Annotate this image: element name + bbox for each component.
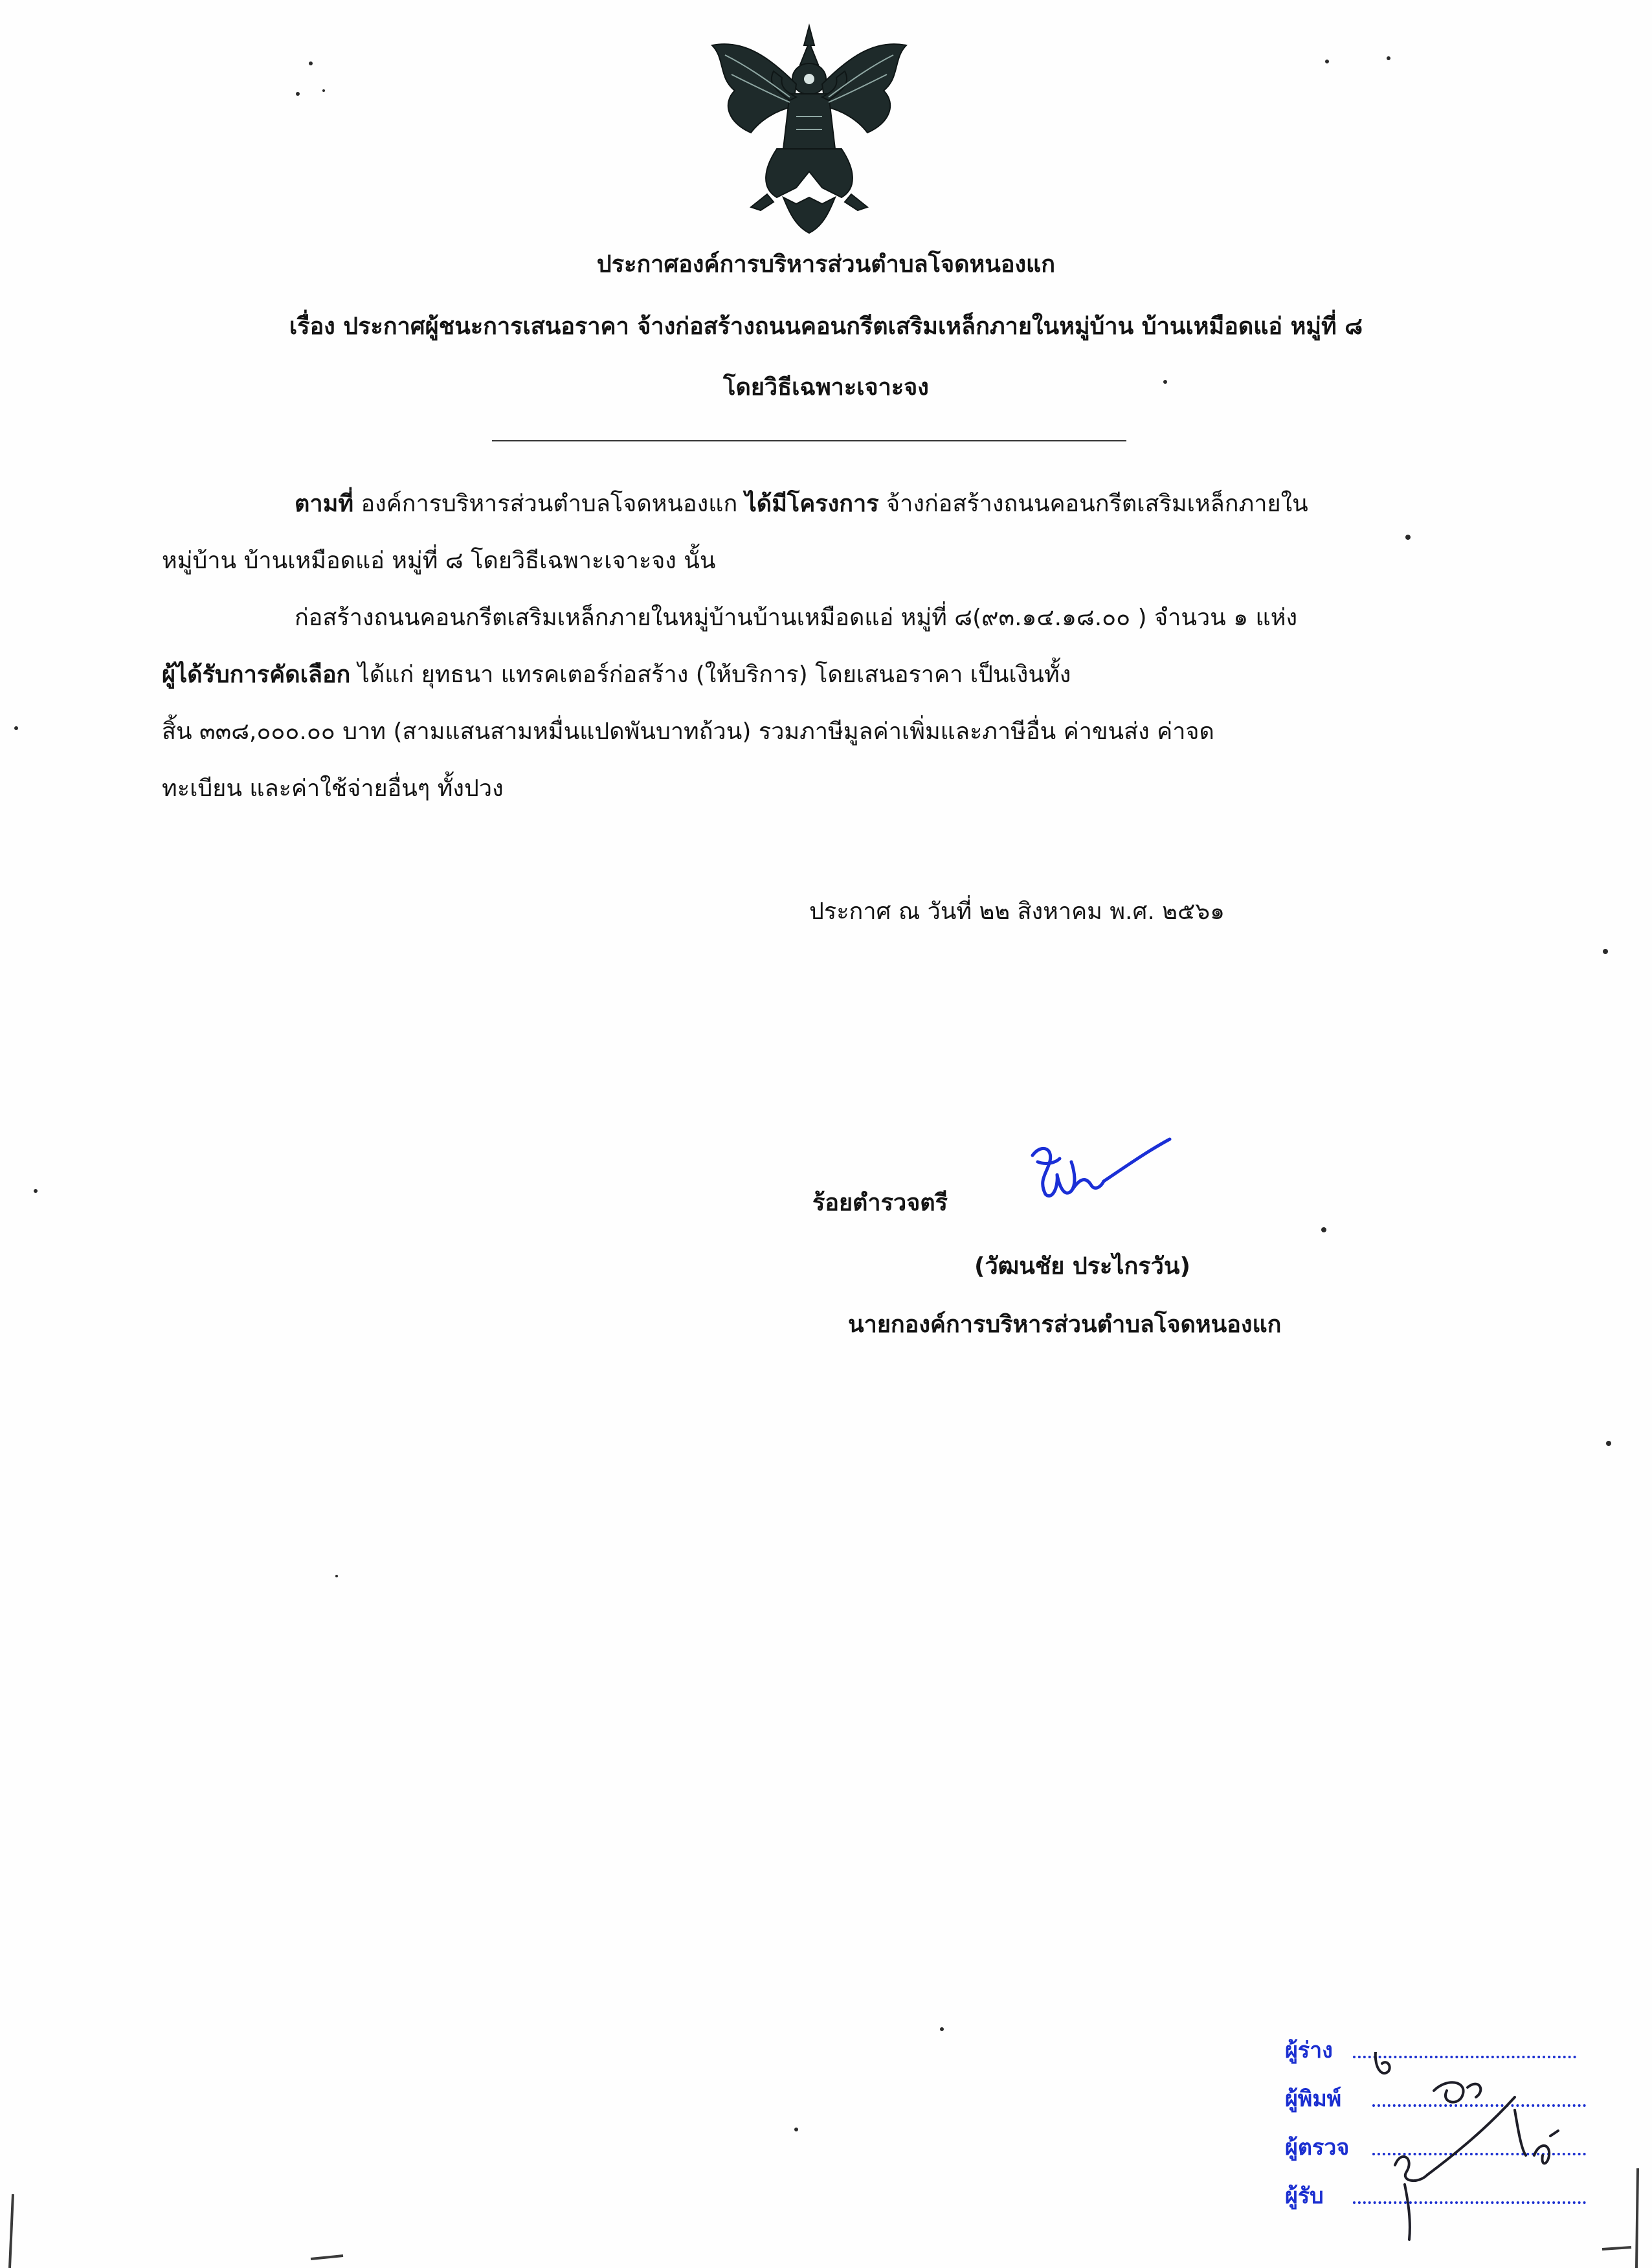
winner-details: ได้แก่ ยุทธนา แทรคเตอร์ก่อสร้าง (ให้บริการ) โดยเสนอราคา เป็นเงินทั้ง: [350, 662, 1071, 688]
announcement-date: ประกาศ ณ วันที่ ๒๒ สิงหาคม พ.ศ. ๒๕๖๑: [809, 898, 1225, 925]
signer-position: นายกองค์การบริหารส่วนตำบลโจดหนองแก: [848, 1311, 1282, 1338]
lead-word: ตามที่: [295, 491, 354, 517]
paragraph-2-line-3: สิ้น ๓๓๘,๐๐๐.๐๐ บาท (สามแสนสามหมื่นแปดพันบาทถ้วน) รวมภาษีมูลค่าเพิ่มและภาษีอื่น ค่าขนส่ง ค่าจด: [162, 718, 1214, 745]
paragraph-2-line-1: ก่อสร้างถนนคอนกรีตเสริมเหล็กภายในหมู่บ้านบ้านเหมือดแอ่ หมู่ที่ ๘(๙๓.๑๔.๑๘.๐๐ ) จำนวน ๑ แห่ง: [295, 605, 1298, 631]
project-description: จ้างก่อสร้างถนนคอนกรีตเสริมเหล็กภายใน: [878, 491, 1308, 517]
routing-row-drafter: ผู้ร่าง: [1285, 2038, 1333, 2063]
announcement-subject: เรื่อง ประกาศผู้ชนะการเสนอราคา จ้างก่อสร้างถนนคอนกรีตเสริมเหล็กภายในหมู่บ้าน บ้านเหมือดแอ่ หมู่ที่ ๘: [289, 313, 1363, 340]
signer-name: (วัฒนชัย ประไกรวัน): [974, 1253, 1190, 1280]
signer-rank: ร้อยตำรวจตรี: [812, 1190, 948, 1216]
organization-name: องค์การบริหารส่วนตำบลโจดหนองแก: [353, 491, 745, 517]
routing-row-typist: ผู้พิมพ์: [1285, 2086, 1342, 2112]
garuda-emblem: [699, 19, 919, 243]
paragraph-1-line-1: [295, 489, 1308, 520]
announcement-title: ประกาศองค์การบริหารส่วนตำบลโจดหนองแก: [596, 251, 1056, 278]
paragraph-2-line-4: ทะเบียน และค่าใช้จ่ายอื่นๆ ทั้งปวง: [162, 775, 504, 802]
separator-line: [492, 440, 1126, 441]
procurement-method: โดยวิธีเฉพาะเจาะจง: [723, 374, 929, 401]
routing-row-receiver: ผู้รับ: [1285, 2183, 1324, 2209]
project-phrase: ได้มีโครงการ: [744, 491, 879, 517]
paragraph-1-line-2: หมู่บ้าน บ้านเหมือดแอ่ หมู่ที่ ๘ โดยวิธีเฉพาะเจาะจง นั้น: [162, 548, 716, 574]
handwritten-initials: [1356, 2052, 1609, 2246]
routing-row-checker: ผู้ตรวจ: [1285, 2135, 1350, 2161]
paragraph-2-line-2: [162, 660, 1071, 691]
selected-label: ผู้ได้รับการคัดเลือก: [162, 662, 351, 688]
handwritten-signature: [1020, 1136, 1175, 1220]
